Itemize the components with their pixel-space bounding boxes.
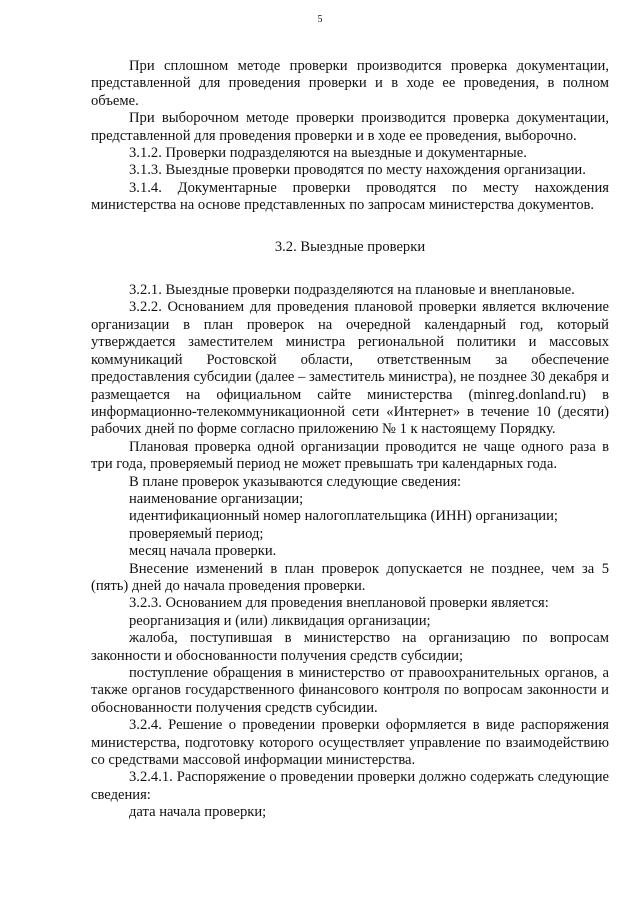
list-item: дата начала проверки; xyxy=(129,804,267,821)
paragraph: 3.2.4. Решение о проведении проверки оформляется в виде распоряжения министерства, подготовку которого осуществляет управление по взаимодействию со средствами массовой информации министерства. xyxy=(91,717,609,769)
list-item: наименование организации; xyxy=(129,490,304,507)
paragraph: Плановая проверка одной организации проводится не чаще одного раза в три года, проверяемый период не может превышать три календарных года. xyxy=(91,438,609,473)
document-body xyxy=(91,58,609,822)
list-item: поступление обращения в министерство от правоохранительных органов, а также органов государственного финансового контроля по вопросам законности и обоснованности получения средств субсидии. xyxy=(91,665,609,716)
list-item: идентификационный номер налогоплательщика (ИНН) организации; xyxy=(129,508,558,525)
paragraph: 3.1.2. Проверки подразделяются на выездные и документарные. xyxy=(129,145,527,162)
paragraph: 3.1.4. Документарные проверки проводятся по месту нахождения министерства на основе представленных по запросам министерства документов. xyxy=(91,179,609,214)
paragraph: 3.1.3. Выездные проверки проводятся по месту нахождения организации. xyxy=(129,162,586,179)
paragraph: При сплошном методе проверки производится проверка документации, представленной для проведения проверки и в ходе ее проведения, в полном объеме. xyxy=(91,58,609,109)
page-number: 5 xyxy=(317,14,323,25)
list-item: месяц начала проверки. xyxy=(129,543,277,560)
paragraph: В плане проверок указываются следующие сведения: xyxy=(129,473,462,490)
list-item: проверяемый период; xyxy=(129,525,264,542)
paragraph: 3.2.3. Основанием для проведения внеплановой проверки является: xyxy=(129,595,549,612)
list-item: реорганизация и (или) ликвидация организации; xyxy=(129,612,431,629)
list-item: жалоба, поступившая в министерство на организацию по вопросам законности и обоснованности получения средств субсидии; xyxy=(91,630,609,664)
paragraph: 3.2.4.1. Распоряжение о проведении проверки должно содержать следующие сведения: xyxy=(91,769,609,803)
paragraph: 3.2.1. Выездные проверки подразделяются на плановые и внеплановые. xyxy=(129,282,575,299)
section-heading: 3.2. Выездные проверки xyxy=(274,238,426,255)
paragraph: Внесение изменений в план проверок допускается не позднее, чем за 5 (пять) дней до начала проведения проверки. xyxy=(91,560,609,594)
paragraph: При выборочном методе проверки производится проверка документации, представленной для проведения проверки и в ходе ее проведения, выборочно. xyxy=(91,110,609,144)
paragraph: 3.2.2. Основанием для проведения плановой проверки является включение организации в план проверок на очередной календарный год, который утверждается заместителем министра региональной политики и массовых коммуникаций Ростовской области, ответственным за обеспечение предоставления субсидии (далее – заместитель министра), не позднее 30 декабря и размещается на официальном сайте министерства (minreg.donland.ru) в информационно-телекоммуникационной сети «Интернет» в течение 10 (десяти) рабочих дней по форме согласно приложению № 1 к настоящему Порядку. xyxy=(91,299,609,438)
